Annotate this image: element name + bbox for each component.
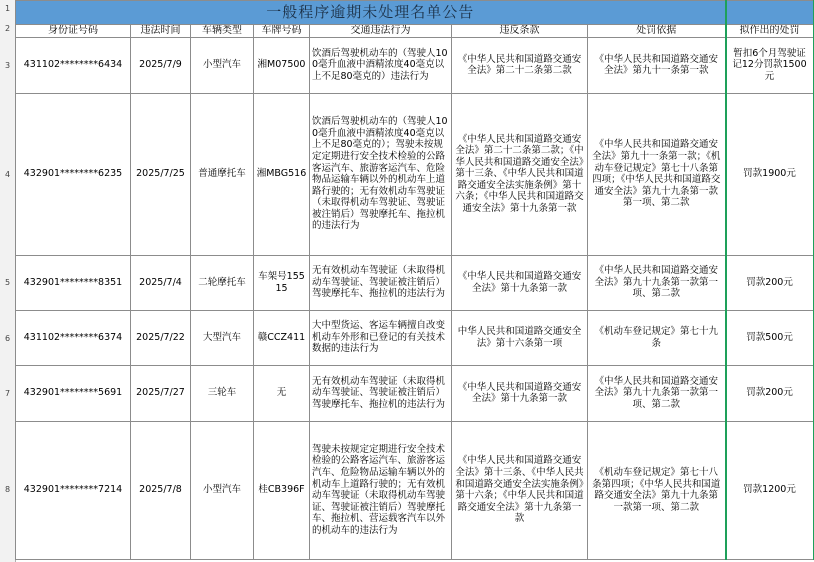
cell-violation[interactable]: 《中华人民共和国道路交通安全法》第二十二条第二款: [452, 37, 588, 93]
row-header-column: [0, 0, 16, 562]
cell-date[interactable]: 2025/7/4: [131, 255, 191, 310]
cell-basis[interactable]: 《中华人民共和国道路交通安全法》第九十一条第一款；《机动车登记规定》第七十八条第四项；《中华人民共和国道路交通安全法》第九十九条第一款第一项、第二款: [588, 93, 726, 255]
cell-vehicle[interactable]: 二轮摩托车: [191, 255, 254, 310]
table-row: [16, 93, 814, 255]
cell-penalty[interactable]: 暂扣6个月驾驶证记12分罚款1500元: [726, 37, 814, 93]
cell-id[interactable]: 432901********5691: [16, 365, 131, 421]
cell-plate[interactable]: 无: [254, 365, 310, 421]
header-date[interactable]: 违法时间: [131, 25, 191, 38]
cell-behavior[interactable]: 驾驶未按规定定期进行安全技术检验的公路客运汽车、旅游客运汽车、危险物品运输车辆以外的机动车上道路行驶的；无有效机动车驾驶证（未取得机动车驾驶证、驾驶证被注销后）驾驶摩托车、拖拉机、营运载客汽车以外的机动车的违法行为: [310, 421, 452, 559]
cell-violation[interactable]: 《中华人民共和国道路交通安全法》第十九条第一款: [452, 255, 588, 310]
cell-date[interactable]: 2025/7/8: [131, 421, 191, 559]
header-vehicle[interactable]: 车辆类型: [191, 25, 254, 38]
cell-id[interactable]: 432901********6235: [16, 93, 131, 255]
row-number[interactable]: 3: [4, 61, 11, 70]
header-plate[interactable]: 车牌号码: [254, 25, 310, 38]
cell-penalty[interactable]: 罚款500元: [726, 310, 814, 365]
cell-date[interactable]: 2025/7/27: [131, 365, 191, 421]
header-penalty[interactable]: 拟作出的处罚: [726, 25, 814, 38]
cell-behavior[interactable]: 饮酒后驾驶机动车的（驾驶人100毫升血液中酒精浓度40毫克以上不足80毫克的）；驾驶未按规定定期进行安全技术检验的公路客运汽车、旅游客运汽车、危险物品运输车辆以外的机动车上道路行驶的；无有效机动车驾驶证（未取得机动车驾驶证、驾驶证被注销后）驾驶摩托车、拖拉机的违法行为: [310, 93, 452, 255]
cell-basis[interactable]: 《中华人民共和国道路交通安全法》第九十一条第一款: [588, 37, 726, 93]
row-number[interactable]: 7: [4, 389, 11, 398]
cell-plate[interactable]: 湘M07500: [254, 37, 310, 93]
cell-violation[interactable]: 《中华人民共和国道路交通安全法》第二十二条第二款；《中华人民共和国道路交通安全法》第十三条、《中华人民共和国道路交通安全法实施条例》第十六条；《中华人民共和国道路交通安全法》第十九条第一款: [452, 93, 588, 255]
cell-date[interactable]: 2025/7/22: [131, 310, 191, 365]
cell-violation[interactable]: 中华人民共和国道路交通安全法》第十六条第一项: [452, 310, 588, 365]
cell-plate[interactable]: 桂CB396F: [254, 421, 310, 559]
cell-plate[interactable]: 车架号15515: [254, 255, 310, 310]
cell-behavior[interactable]: 无有效机动车驾驶证（未取得机动车驾驶证、驾驶证被注销后）驾驶摩托车、拖拉机的违法行为: [310, 365, 452, 421]
cell-behavior[interactable]: 饮酒后驾驶机动车的（驾驶人100毫升血液中酒精浓度40毫克以上不足80毫克的）违法行为: [310, 37, 452, 93]
header-id[interactable]: 身份证号码: [16, 25, 131, 38]
header-basis[interactable]: 处罚依据: [588, 25, 726, 38]
cell-id[interactable]: 432901********7214: [16, 421, 131, 559]
row-number[interactable]: 6: [4, 334, 11, 343]
row-number[interactable]: 8: [4, 485, 11, 494]
cell-violation[interactable]: 《中华人民共和国道路交通安全法》第十九条第一款: [452, 365, 588, 421]
table-row: [16, 255, 814, 310]
table-row: [16, 37, 814, 93]
cell-date[interactable]: 2025/7/9: [131, 37, 191, 93]
cell-vehicle[interactable]: 三轮车: [191, 365, 254, 421]
cell-date[interactable]: 2025/7/25: [131, 93, 191, 255]
cell-penalty[interactable]: 罚款1200元: [726, 421, 814, 559]
cell-id[interactable]: 431102********6434: [16, 37, 131, 93]
cell-vehicle[interactable]: 普通摩托车: [191, 93, 254, 255]
row-number[interactable]: 5: [4, 278, 11, 287]
cell-basis[interactable]: 《中华人民共和国道路交通安全法》第九十九条第一款第一项、第二款: [588, 255, 726, 310]
cell-penalty[interactable]: 罚款1900元: [726, 93, 814, 255]
cell-behavior[interactable]: 大中型货运、客运车辆擅自改变机动车外形和已登记的有关技术数据的违法行为: [310, 310, 452, 365]
table-row: [16, 365, 814, 421]
notice-title[interactable]: 一般程序逾期未处理名单公告: [16, 1, 726, 25]
cell-basis[interactable]: 《机动车登记规定》第七十八条第四项；《中华人民共和国道路交通安全法》第九十九条第一款第一项、第二款: [588, 421, 726, 559]
cell-vehicle[interactable]: 大型汽车: [191, 310, 254, 365]
header-behavior[interactable]: 交通违法行为: [310, 25, 452, 38]
row-number[interactable]: 1: [4, 4, 11, 13]
cell-penalty[interactable]: 罚款200元: [726, 365, 814, 421]
cell-violation[interactable]: 《中华人民共和国道路交通安全法》第十三条、《中华人民共和国道路交通安全法实施条例》第十六条；《中华人民共和国道路交通安全法》第十九条第一款: [452, 421, 588, 559]
cell-id[interactable]: 432901********8351: [16, 255, 131, 310]
cell-basis[interactable]: 《中华人民共和国道路交通安全法》第九十九条第一款第一项、第二款: [588, 365, 726, 421]
cell-behavior[interactable]: 无有效机动车驾驶证（未取得机动车驾驶证、驾驶证被注销后）驾驶摩托车、拖拉机的违法行为: [310, 255, 452, 310]
table-row: [16, 310, 814, 365]
cell-penalty[interactable]: 罚款200元: [726, 255, 814, 310]
cell-vehicle[interactable]: 小型汽车: [191, 37, 254, 93]
cell-plate[interactable]: 赣CCZ411: [254, 310, 310, 365]
cell-id[interactable]: 431102********6374: [16, 310, 131, 365]
cell-plate[interactable]: 湘MBG516: [254, 93, 310, 255]
cell-basis[interactable]: 《机动车登记规定》第七十九条: [588, 310, 726, 365]
notice-table: [15, 0, 814, 560]
header-violation[interactable]: 违反条款: [452, 25, 588, 38]
row-number[interactable]: 4: [4, 170, 11, 179]
cell-vehicle[interactable]: 小型汽车: [191, 421, 254, 559]
title-extra-cell[interactable]: [726, 1, 814, 25]
row-number[interactable]: 2: [4, 24, 11, 33]
table-row: [16, 421, 814, 559]
